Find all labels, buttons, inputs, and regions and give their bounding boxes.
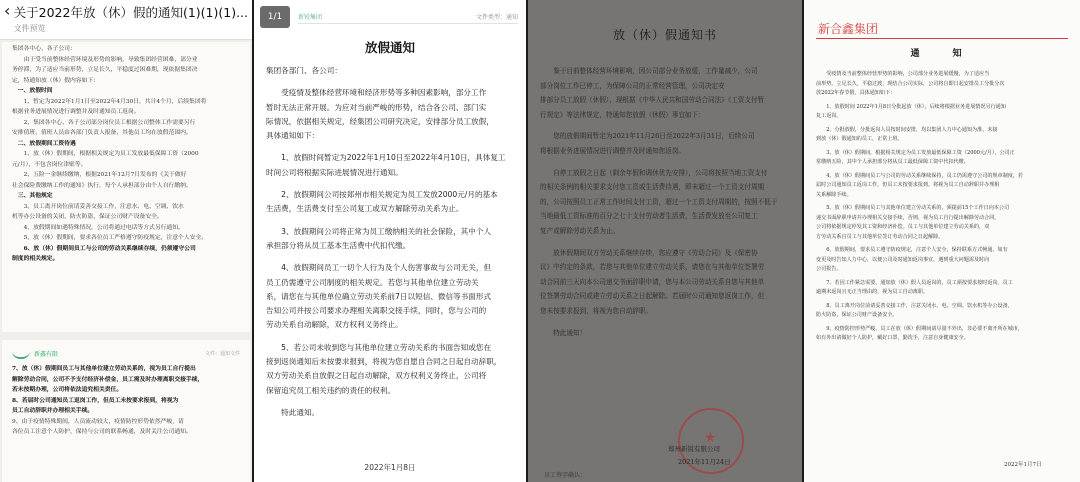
text-line: 鉴于目前整体经营环境影响，因公司部分业务放缓，工作量减少，公司: [540, 67, 758, 75]
text-line: 4、放假期间员工一切个人行为及个人伤害事故与公司无关，但: [266, 263, 492, 273]
text-line: 承担部分将从员工基本生活费中代扣代缴。: [266, 240, 411, 250]
notice-body: [266, 64, 518, 420]
text-line: 防火防盗，保证公司财产设备安全。: [816, 312, 898, 318]
text-line: 双方劳动关系自放假之日起自动解除，双方权利义务终止，公司将: [266, 371, 487, 381]
text-line: 2、分批放假，分批返岗人员按时间安排，均以集团人力中心通知为准，未接: [816, 126, 998, 133]
text-line: 具体通知如下：: [266, 131, 320, 141]
notice-date: 2022年1月7日: [1004, 462, 1042, 468]
paragraph: [266, 406, 518, 420]
text-line: 4、放（休）假期间员工与公司的劳动关系继续保持，员工仍需遵守公司的规章制度，若: [816, 172, 1023, 179]
text-line: 公司将依据规定停发其工资和经济补偿。员工与其他单位建立劳动关系的，双: [816, 224, 990, 230]
text-line: 6、放（休）假期间员工与公司的劳动关系继续存续，仍须遵守公司: [12, 245, 196, 252]
text-line: 2、集团各中心、各子公司部分岗位员工根据公司整体工作需要另行: [12, 119, 196, 126]
notice-title: 放假通知: [364, 40, 415, 55]
text-line: 8、若届时公司通知员工返岗工作，但员工未按要求报到，将视为: [12, 397, 179, 404]
text-line: 告知公司并按公司要求办理相关离职交接手续，同时，您与公司的: [266, 306, 487, 316]
text-line: 集团各部门、各公司：: [266, 66, 342, 75]
text-line: 3、放（休）假期间，根据相关规定为员工发放最低保障工资（2000元/月），公司正: [816, 149, 1015, 156]
text-line: 各位员工注意个人防护，保持与公司的联系畅通，及时关注公司通知。: [12, 429, 192, 435]
text-line: 部分岗位工作已停工，为保障公司的正常经营管理，公司决定安: [540, 81, 725, 90]
text-line: 前形势，立足长久，平稳过渡，现结合公司实际，公司将自即日起安排员工分批分次: [816, 80, 1005, 87]
text-line: 位签署劳动合同或建立劳动关系之日起解除。若届时公司通知您返岗工作，但: [540, 292, 765, 301]
paragraph: [540, 64, 794, 122]
paragraph: [816, 302, 1072, 321]
text-line: 时间公司将根据实际进展情况进行通知。: [266, 167, 403, 177]
signing-company: 郑州新锐有限公司: [668, 445, 720, 453]
document-title: 关于2022年放（休）假的通知(1)(1)(1)...: [13, 5, 248, 20]
text-line: 1、暂定为2022年1月1日至2022年4月30日，共计4个月，后续集团将: [12, 98, 207, 105]
paragraph: [266, 261, 518, 332]
paragraph: [816, 70, 1072, 99]
text-line: 若未按期办理，公司将依法追究相关责任。: [12, 387, 123, 393]
text-line: 议》中约定的条款，若您与其他单位建立劳动关系，请您在与其他单位签署劳: [540, 263, 765, 272]
text-line: 制度的相关规定。: [12, 256, 59, 262]
text-line: 将根据业务进展情况进行调整并及时通知您返岗。: [540, 146, 686, 155]
company-brand: 新合鑫集团: [818, 22, 879, 36]
text-line: 自停工放假之日起（剩余年假和调休优先安排），公司将按照当地工资支付: [540, 168, 768, 177]
company-logo-text: 新鑫有限: [34, 350, 59, 358]
text-line: 届时公司通知员工返岗工作，但员工未按要求报到，将视为员工自动辞职并办理相: [816, 182, 1000, 188]
text-line: 二、放假期间工资待遇: [12, 140, 76, 147]
text-line: 您的放假期间暂定为2021年11月26日至2022年3月31日，后续公司: [540, 132, 755, 141]
text-line: 受疫情及当前整体经营形势的影响，公司部分业务进展缓慢，为了适应当: [816, 71, 990, 77]
text-line: 社会保险费缴纳工作的通知》执行，每个人承担部分由个人自行缴纳。: [12, 182, 192, 189]
text-line: 递交书面辞职申请并办理相关交接手续，否则，视为员工自行提出解除劳动合同，: [816, 214, 1000, 221]
notice-body: [540, 64, 794, 340]
paragraph: [816, 172, 1072, 201]
text-line: 生活费，生活费支付至公司复工或双方解除劳动关系为止。: [266, 204, 464, 214]
document-page: [2, 42, 250, 332]
paragraph: [266, 341, 518, 398]
document-subtitle: 文件预览: [13, 24, 46, 33]
text-line: 元/月），不包含岗位津贴等。: [12, 161, 87, 168]
text-line: 9、疫情防控形势严峻，员工在放（休）假期间请尽量不外出，非必要不离开所在城市，: [816, 325, 1023, 332]
letterhead: [12, 342, 240, 364]
letterhead-header: 文件：通知文件: [204, 350, 240, 357]
paragraph: [266, 86, 518, 143]
paragraph: [540, 129, 794, 158]
paragraph: [266, 151, 518, 180]
letterhead-divider: [816, 38, 1068, 39]
paragraph: [816, 149, 1072, 168]
notice-date: 2022年1月8日: [364, 463, 416, 472]
text-line: 公司报告。: [816, 266, 842, 272]
text-line: 的相关条例的相关要求支付您工资或生活费待遇，即未超过一个工资支付周期: [540, 183, 765, 192]
notice-signature: [668, 444, 731, 466]
document-page: [2, 340, 250, 482]
text-line: 务停滞，为了适应当前形势，立足长久，平稳度过困难期，现依据集团决: [12, 67, 198, 73]
paragraph: [540, 246, 794, 319]
paragraph: [816, 103, 1072, 122]
text-line: 安排值班，值班人员由各部门负责人报备，其他员工均在放假范围内。: [12, 130, 192, 136]
letterhead-company: 新锐集团: [298, 14, 323, 21]
text-line: 5、若公司未收到您与其他单位建立劳动关系的书面告知或您在: [266, 342, 492, 352]
text-line: 行规定》等法律规定，特通知您放假（休假）事宜如下：: [540, 110, 705, 119]
text-line: 员工仍需遵守公司制度的相关规定。若您与其他单位建立劳动关: [266, 277, 479, 287]
paragraph: [266, 225, 518, 254]
paragraph: [540, 326, 794, 341]
text-line: 集团各中心、各子公司：: [12, 46, 76, 52]
paragraph: [816, 246, 1072, 275]
paragraph: [816, 126, 1072, 145]
back-arrow-icon[interactable]: ‹: [4, 1, 11, 20]
text-line: 排部分员工放假（休假），现根据《中华人民共和国劳动合同法》《工资支付暂: [540, 96, 765, 105]
text-line: 定，特通知放（休）假内容如下：: [12, 77, 99, 84]
text-line: 2、五险一金继续缴纳，根据2021年12月7日发布的《关于做好: [12, 172, 187, 178]
text-line: 逾期未返岗且无正当理由的，视为员工自动离职。: [816, 289, 929, 295]
text-line: 暂时无法正常开展。为应对当前严峻的形势，结合各公司、部门实: [266, 102, 487, 112]
text-line: 7、放（休）假期间员工与其他单位建立劳动关系的，视为员工自行提出: [12, 366, 196, 372]
text-line: 1、放假时间 2022年1月8日分批起放（休），后续将根据业务进展情况另行通知: [816, 103, 1006, 110]
text-line: 保留追究员工相关违约的责任的权利。: [266, 385, 396, 395]
text-line: 5、放（休）假期间员工与其他单位建立劳动关系的，须提前15个工作日向本公司: [816, 205, 1010, 211]
company-logo-icon: [12, 347, 30, 359]
paragraph: [266, 188, 518, 217]
text-line: 5、放（休）假期间，要求各位员工严格遵守防疫规定，注意个人安全。: [12, 235, 207, 241]
notice-title: 通 知: [910, 49, 974, 59]
text-line: 特此通知！: [540, 328, 587, 337]
text-line: 三、其他规定: [12, 193, 53, 199]
text-line: 到放（休）假通知的员工，正常上班。: [816, 136, 903, 142]
letterhead-doc-type: 文件类型：通知: [475, 14, 518, 21]
paragraph: [816, 325, 1072, 344]
text-line: 解除劳动合同，公司不予支付经济补偿金，员工需及时办理离职交接手续，: [12, 376, 204, 383]
document-panel-1: [0, 0, 252, 482]
text-line: 关系解除手续。: [816, 191, 852, 198]
text-line: 由于受当前整体经营环境及形势的影响，导致集团经营困难，部分业: [12, 56, 198, 63]
letterhead: [298, 10, 518, 24]
text-line: 如有外出请做好个人防护，戴好口罩，勤洗手，注意自身健康安全。: [816, 335, 969, 341]
text-line: 方劳动关系自员工与其他单位签订劳动合同之日起解除。: [816, 233, 944, 240]
paragraph: [266, 64, 518, 78]
text-line: 劳动关系自动解除，双方权利义务终止。: [266, 320, 403, 330]
text-line: 1、放（休）假期间，根据相关规定为员工发放最低保障工资（2000: [12, 151, 199, 157]
paragraph: [540, 166, 794, 239]
text-line: 员工自动辞职并办理相关手续。: [12, 408, 94, 414]
text-line: 根据业务进展情况进行调整并及时通知员工返岗。: [12, 109, 140, 115]
text-line: 一、放假时间: [12, 88, 53, 94]
text-line: 复工返岗。: [816, 113, 842, 119]
text-line: 1、放假时间暂定为2022年1月10日至2022年4月10日，具体复工: [266, 153, 506, 163]
text-line: 8、员工离开岗位前请妥善交接工作，注意关闭水、电、空调、饮水机等办公设备，: [816, 302, 1013, 309]
text-line: 6、放假期间，要求员工遵守防疫规定，注意个人安全，保持联系方式畅通，如有: [816, 247, 1008, 253]
text-line: 常缴纳五险，其中个人承担部分将从员工最低保障工资中代扣代缴。: [816, 159, 969, 165]
text-line: 际情况，依据相关规定，经集团公司研究决定，安排部分员工放假，: [266, 116, 494, 126]
notice-body: [816, 70, 1072, 344]
seal-star-icon: ★: [704, 430, 717, 446]
page-body: [12, 364, 240, 438]
text-line: 的，公司按照员工正常工作时间支付工资，超过一个工资支付周期的，按照不低于: [540, 197, 778, 206]
text-line: 受疫情及整体经营环境和经济形势等多种因素影响，部分工作: [266, 88, 487, 98]
text-line: 动合同前三天向本公司递交书面辞职申请，您与本公司劳动关系自您与其他单: [540, 277, 765, 286]
notice-date: 2021年11月24日: [678, 458, 731, 466]
text-line: 复产或解除劳动关系为止。: [540, 226, 620, 235]
document-panel-4: [804, 0, 1080, 482]
paragraph: [816, 204, 1072, 242]
paragraph: [816, 279, 1072, 298]
page-counter-badge: 1/1: [260, 6, 290, 28]
text-line: 3、放假期间公司将正常为员工缴纳相关的社会保险，其中个人: [266, 226, 492, 236]
text-line: 接到返岗通知后未按要求报到，将视为您自愿自合同之日起自动辞职，: [266, 357, 502, 367]
text-line: 放2022年春节假，具体通知如下：: [816, 90, 896, 96]
text-line: 9、由于疫情特殊期间，人员流动较大，疫情防控形势依然严峻，请: [12, 418, 184, 425]
document-panel-2: [254, 0, 526, 482]
text-line: 7、若因工作紧急需要，通知放（休）假人员返岗的，员工须按要求按时返岗。员工: [816, 279, 1013, 286]
employee-signature-line: 员工签字确认：: [544, 472, 587, 479]
text-line: 变更及时告知人力中心，以便公司及时通知返岗事宜，遇到重大问题需及时向: [816, 256, 990, 263]
text-line: 3、员工离开岗位前请妥善交接工作，注意水、电、空调、饮水: [12, 203, 184, 210]
preview-topbar: [0, 0, 252, 40]
text-line: 2、放假期间公司按郑州市相关规定为员工发放2000元/月的基本: [266, 190, 498, 200]
notice-title: 放（休）假通知书: [612, 28, 717, 42]
text-line: 4、放假期间如遇特殊情况，公司将通过电话等方式另行通知。: [12, 224, 184, 231]
document-panel-3: [528, 0, 802, 482]
text-line: 您未按要求报到，将视为您自动辞职。: [540, 306, 653, 315]
text-line: 特此通知。: [266, 407, 320, 417]
text-line: 当地最低工资标准的百分之七十支付劳动者生活费，生活费发放至公司复工: [540, 212, 758, 221]
text-line: 放休假期间双方劳动关系继续存续，您应遵守《劳动合同》及《保密协: [540, 248, 758, 257]
text-line: 机等办公设备的关闭，防火防盗，保证公司财产设备安全。: [12, 214, 163, 220]
text-line: 系，请您在与其他单位确立劳动关系前7日以短信、微信等书面形式: [266, 291, 492, 301]
